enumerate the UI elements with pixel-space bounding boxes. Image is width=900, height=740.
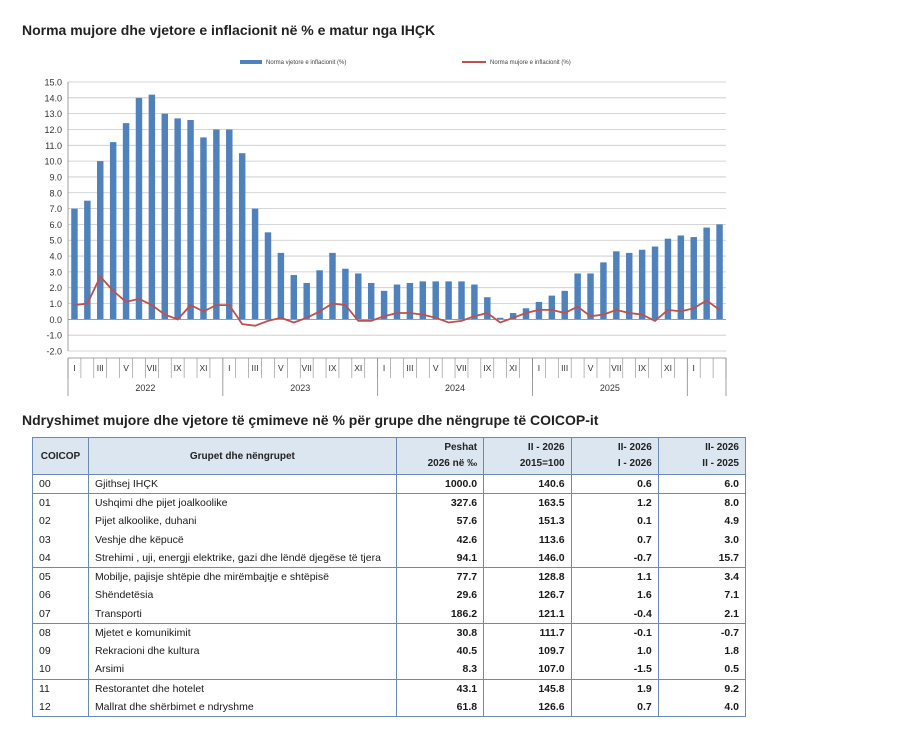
bar [562,291,568,319]
table-row [33,679,746,698]
legend-bar-swatch [240,60,262,64]
row-code: 11 [33,679,89,698]
row-weight: 327.6 [396,493,483,512]
bar [252,209,258,320]
y-tick-label: 9.0 [49,172,62,183]
row-code: 12 [33,698,89,717]
header-index-line1: II - 2026 [527,442,565,453]
row-group-name: Pijet alkoolike, duhani [88,512,396,531]
x-month-label: III [406,363,414,373]
x-year-label: 2025 [599,383,620,393]
x-year-label: 2024 [445,383,466,393]
bar [239,153,245,319]
y-tick-label: 11.0 [45,140,62,151]
bar [123,123,129,319]
bar [458,281,464,319]
bar [278,253,284,319]
y-tick-label: 5.0 [49,235,62,246]
header-annual-line2: II - 2025 [702,458,739,469]
row-weight: 29.6 [396,586,483,605]
table-row [33,512,746,531]
row-weight: 40.5 [396,642,483,661]
row-annual-change: 0.5 [658,660,745,679]
row-group-name: Mjetet e komunikimit [88,623,396,642]
y-tick-label: 8.0 [49,188,62,199]
row-group-name: Mobilje, pajisje shtëpie dhe mirëmbajtje e shtëpisë [88,567,396,586]
bar [187,120,193,319]
table-row [33,642,746,661]
y-tick-label: 10.0 [44,156,62,167]
row-index: 163.5 [484,493,572,512]
x-month-label: IX [328,363,337,373]
row-code: 08 [33,623,89,642]
table-row [33,660,746,679]
x-month-label: XI [199,363,208,373]
table-body [33,475,746,717]
row-group-name: Strehimi , uji, energji elektrike, gazi dhe lëndë djegëse të tjera [88,549,396,568]
bar [226,129,232,319]
bar [665,239,671,320]
x-month-label: I [382,363,386,373]
bar [574,273,580,319]
row-weight: 1000.0 [396,475,483,494]
x-month-label: I [73,363,76,373]
y-tick-label: -1.0 [46,330,62,341]
x-month-label: IX [173,363,182,373]
bar [355,273,361,319]
row-annual-change: -0.7 [658,623,745,642]
row-annual-change: 6.0 [658,475,745,494]
row-weight: 94.1 [396,549,483,568]
coicop-table [32,437,746,717]
header-index-line2: 2015=100 [519,458,565,469]
header-annual-line1: II- 2026 [705,442,739,453]
x-month-label: V [278,363,284,373]
x-year-label: 2023 [290,383,311,393]
bar [445,281,451,319]
bar [136,98,142,320]
bar [678,235,684,319]
bar [97,161,103,319]
row-index: 109.7 [484,642,572,661]
row-weight: 42.6 [396,530,483,549]
row-index: 126.6 [484,698,572,717]
row-code: 01 [33,493,89,512]
table-row [33,530,746,549]
x-month-label: III [561,363,569,373]
row-monthly-change: 1.9 [571,679,658,698]
legend-bar-label: Norma vjetore e inflacionit (%) [266,60,347,66]
row-group-name: Transporti [88,605,396,624]
table-header-row [33,438,746,475]
row-monthly-change: 1.2 [571,493,658,512]
row-weight: 30.8 [396,623,483,642]
x-month-label: V [123,363,129,373]
y-tick-label: 6.0 [49,219,62,230]
x-month-label: V [587,363,594,373]
row-monthly-change: -0.4 [571,605,658,624]
row-monthly-change: 0.7 [571,698,658,717]
x-month-label: IX [638,363,647,373]
row-group-name: Rekracioni dhe kultura [88,642,396,661]
bar [291,275,297,319]
bar [716,224,722,319]
y-tick-label: 0.0 [49,314,62,325]
row-code: 02 [33,512,89,531]
row-code: 00 [33,475,89,494]
header-weight [396,438,483,475]
row-monthly-change: -1.5 [571,660,658,679]
table-row [33,549,746,568]
row-monthly-change: 1.0 [571,642,658,661]
bar [652,247,658,320]
bar [703,228,709,320]
header-coicop: COICOP [33,438,89,475]
x-month-label: III [96,363,104,373]
row-group-name: Mallrat dhe shërbimet e ndryshme [88,698,396,717]
y-tick-label: 1.0 [49,299,62,310]
header-monthly-line2: I - 2026 [617,458,652,469]
y-tick-label: 3.0 [49,267,62,278]
row-monthly-change: -0.7 [571,549,658,568]
row-annual-change: 7.1 [658,586,745,605]
bar [149,95,155,320]
row-weight: 61.8 [396,698,483,717]
bar [368,283,374,319]
bar [549,296,555,320]
row-code: 03 [33,530,89,549]
table-title: Ndryshimet mujore dhe vjetore të çmimeve në % për grupe dhe nëngrupe të COICOP-it [22,412,599,428]
bar [639,250,645,320]
y-tick-label: 4.0 [49,251,62,262]
bar [342,269,348,320]
header-monthly-line1: II- 2026 [617,442,652,453]
bar [626,253,632,319]
bar [71,209,77,320]
table-row [33,475,746,494]
row-group-name: Veshje dhe këpucë [88,530,396,549]
row-monthly-change: 0.7 [571,530,658,549]
header-weight-line2: 2026 në ‰ [427,458,478,469]
row-monthly-change: 1.1 [571,567,658,586]
bar [265,232,271,319]
row-monthly-change: 0.1 [571,512,658,531]
row-code: 07 [33,605,89,624]
y-tick-label: 13.0 [44,109,62,120]
bar [174,118,180,319]
row-monthly-change: 0.6 [571,475,658,494]
bar [329,253,335,319]
y-tick-label: 12.0 [44,124,62,135]
bar [484,297,490,319]
header-index [484,438,572,475]
table-row [33,605,746,624]
row-code: 09 [33,642,89,661]
chart-title: Norma mujore dhe vjetore e inflacionit në % e matur nga IHÇK [22,22,436,38]
header-monthly [571,438,658,475]
row-index: 126.7 [484,586,572,605]
row-code: 04 [33,549,89,568]
y-tick-label: -2.0 [46,346,62,357]
row-index: 128.8 [484,567,572,586]
table-row [33,698,746,717]
row-weight: 8.3 [396,660,483,679]
inflation-chart [0,40,900,393]
header-group: Grupet dhe nëngrupet [88,438,396,475]
bar [432,281,438,319]
x-month-label: XI [509,363,518,373]
bar [303,283,309,319]
header-annual [658,438,745,475]
row-weight: 57.6 [396,512,483,531]
row-index: 145.8 [484,679,572,698]
row-index: 111.7 [484,623,572,642]
x-month-label: IX [483,363,492,373]
bar [600,262,606,319]
row-annual-change: 4.0 [658,698,745,717]
row-group-name: Gjithsej IHÇK [88,475,396,494]
row-index: 107.0 [484,660,572,679]
x-month-label: V [432,363,439,373]
row-code: 10 [33,660,89,679]
bar [497,318,503,320]
table-row [33,623,746,642]
row-weight: 186.2 [396,605,483,624]
row-annual-change: 2.1 [658,605,745,624]
x-month-label: VII [146,363,158,373]
x-month-label: I [228,363,231,373]
y-tick-label: 2.0 [49,283,62,294]
x-month-label: VII [456,363,467,373]
table-row [33,567,746,586]
row-annual-change: 15.7 [658,549,745,568]
row-index: 146.0 [484,549,572,568]
row-weight: 43.1 [396,679,483,698]
table-row [33,586,746,605]
row-annual-change: 9.2 [658,679,745,698]
bar [213,129,219,319]
bar [587,273,593,319]
row-annual-change: 4.9 [658,512,745,531]
bar [200,137,206,319]
x-year-label: 2022 [135,383,156,393]
x-month-label: VII [301,363,312,373]
row-group-name: Ushqimi dhe pijet joalkoolike [88,493,396,512]
row-group-name: Restorantet dhe hotelet [88,679,396,698]
row-index: 151.3 [484,512,572,531]
y-tick-label: 14.0 [44,93,62,104]
row-index: 121.1 [484,605,572,624]
row-index: 113.6 [484,530,572,549]
row-code: 05 [33,567,89,586]
y-tick-label: 15.0 [44,77,62,88]
table-row [33,493,746,512]
bar [162,114,168,320]
row-group-name: Arsimi [88,660,396,679]
row-annual-change: 1.8 [658,642,745,661]
x-month-label: I [537,363,541,373]
x-month-label: XI [354,363,363,373]
bar [471,285,477,320]
x-month-label: III [251,363,259,373]
header-weight-line1: Peshat [444,442,478,453]
row-monthly-change: -0.1 [571,623,658,642]
legend-line-label: Norma mujore e inflacionit (%) [490,60,571,66]
row-annual-change: 8.0 [658,493,745,512]
row-annual-change: 3.0 [658,530,745,549]
row-monthly-change: 1.6 [571,586,658,605]
row-weight: 77.7 [396,567,483,586]
y-tick-label: 7.0 [49,204,62,215]
row-index: 140.6 [484,475,572,494]
row-code: 06 [33,586,89,605]
x-month-label: XI [663,363,672,373]
row-annual-change: 3.4 [658,567,745,586]
row-group-name: Shëndetësia [88,586,396,605]
x-month-label: I [692,363,695,373]
x-month-label: VII [611,363,622,373]
